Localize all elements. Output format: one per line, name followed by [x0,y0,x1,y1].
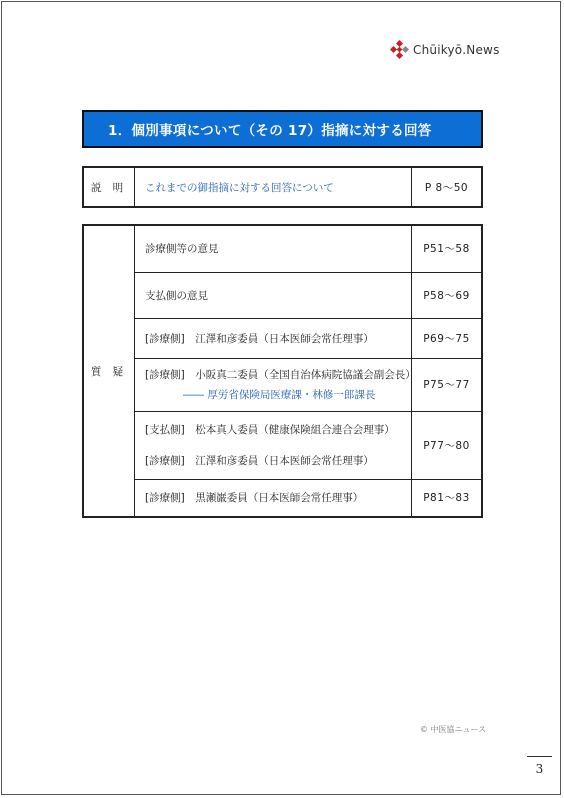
question-line: [診療側] 江澤和彦委員（日本医師会常任理事） [135,318,412,358]
questions-category: 質 疑 [83,225,135,517]
section-title: 1．個別事項について（その 17）指摘に対する回答 [108,123,432,139]
question-line: [診療側] 黒瀬巌委員（日本医師会常任理事） [135,479,412,517]
section-title-bar [82,110,483,148]
question-line: 診療側等の意見 [135,225,412,272]
question-pages: P81～83 [412,479,483,517]
copyright: © 中医協ニュース [420,725,487,734]
question-pages: P51～58 [412,225,483,272]
question-pages: P69～75 [412,318,483,358]
brand [390,40,500,60]
question-pages: P75～77 [412,358,483,411]
question-line: [診療側] 江澤和彦委員（日本医師会常任理事） [145,455,374,467]
explanation-pages: P 8～50 [412,167,483,207]
question-subline: ―― 厚労省保険局医療課・林修一郎課長 [183,389,376,401]
question-line: 支払側の意見 [135,272,412,318]
page-number-rule [527,756,552,757]
table-row [83,272,482,318]
explanation-category: 説 明 [83,167,135,207]
table-row [83,479,482,517]
table-row [83,411,482,479]
question-line: [支払側] 松本真人委員（健康保険組合連合会理事） [145,424,395,436]
table-row [83,358,482,411]
explanation-row [83,167,482,207]
explanation-text: これまでの御指摘に対する回答について [135,167,412,207]
question-pages: P58～69 [412,272,483,318]
table-row [83,318,482,358]
brand-logo-icon [390,40,410,60]
table-row [83,225,482,272]
brand-name: Chūikyō.News [413,43,500,57]
explanation-table [82,166,483,208]
question-cell [135,411,412,479]
page-number: 3 [535,762,544,776]
question-line: [診療側] 小阪真二委員（全国自治体病院協議会副会長） [145,369,416,381]
question-pages: P77～80 [412,411,483,479]
question-cell [135,358,416,411]
questions-table [82,224,483,518]
